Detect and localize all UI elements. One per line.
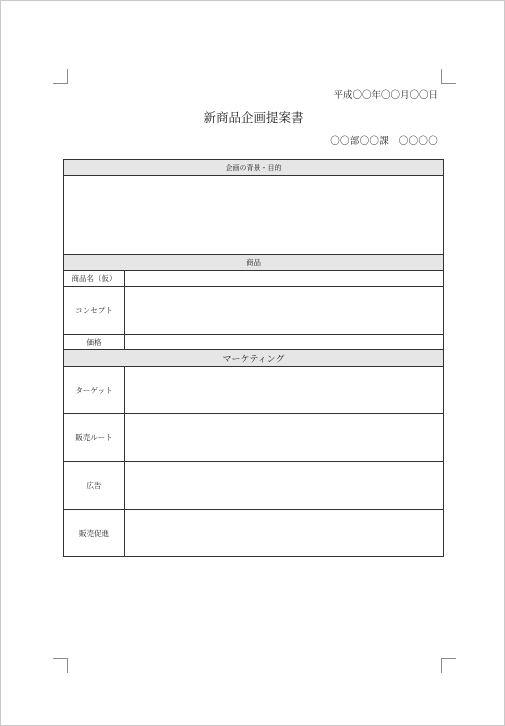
row-label-target: ターゲット (64, 367, 125, 414)
row-label-sales-route: 販売ルート (64, 414, 125, 462)
crop-mark-bottom-right (441, 658, 456, 673)
row-label-advertising: 広告 (64, 462, 125, 510)
section-heading-product: 商品 (64, 255, 444, 271)
concept-cell[interactable] (125, 287, 444, 335)
crop-mark-top-right (441, 69, 456, 84)
row-label-sales-promotion: 販売促進 (64, 510, 125, 557)
document-date: 平成〇〇年〇〇月〇〇日 (333, 90, 438, 101)
background-content-cell[interactable] (64, 176, 444, 255)
sales-promotion-cell[interactable] (125, 510, 444, 557)
price-cell[interactable] (125, 335, 444, 350)
author-department: 〇〇部〇〇課 〇〇〇〇 (330, 136, 438, 147)
row-label-price: 価格 (64, 335, 125, 350)
row-label-concept: コンセプト (64, 287, 125, 335)
sales-route-cell[interactable] (125, 414, 444, 462)
proposal-form-table (63, 159, 444, 557)
section-heading-background: 企画の背景・目的 (64, 160, 444, 176)
advertising-cell[interactable] (125, 462, 444, 510)
crop-mark-top-left (53, 69, 68, 84)
row-label-product-name: 商品名（仮） (64, 271, 125, 287)
document-title: 新商品企画提案書 (203, 110, 304, 125)
product-name-cell[interactable] (125, 271, 444, 287)
crop-mark-bottom-left (53, 658, 68, 673)
target-cell[interactable] (125, 367, 444, 414)
section-heading-marketing: マーケティング (64, 350, 444, 367)
